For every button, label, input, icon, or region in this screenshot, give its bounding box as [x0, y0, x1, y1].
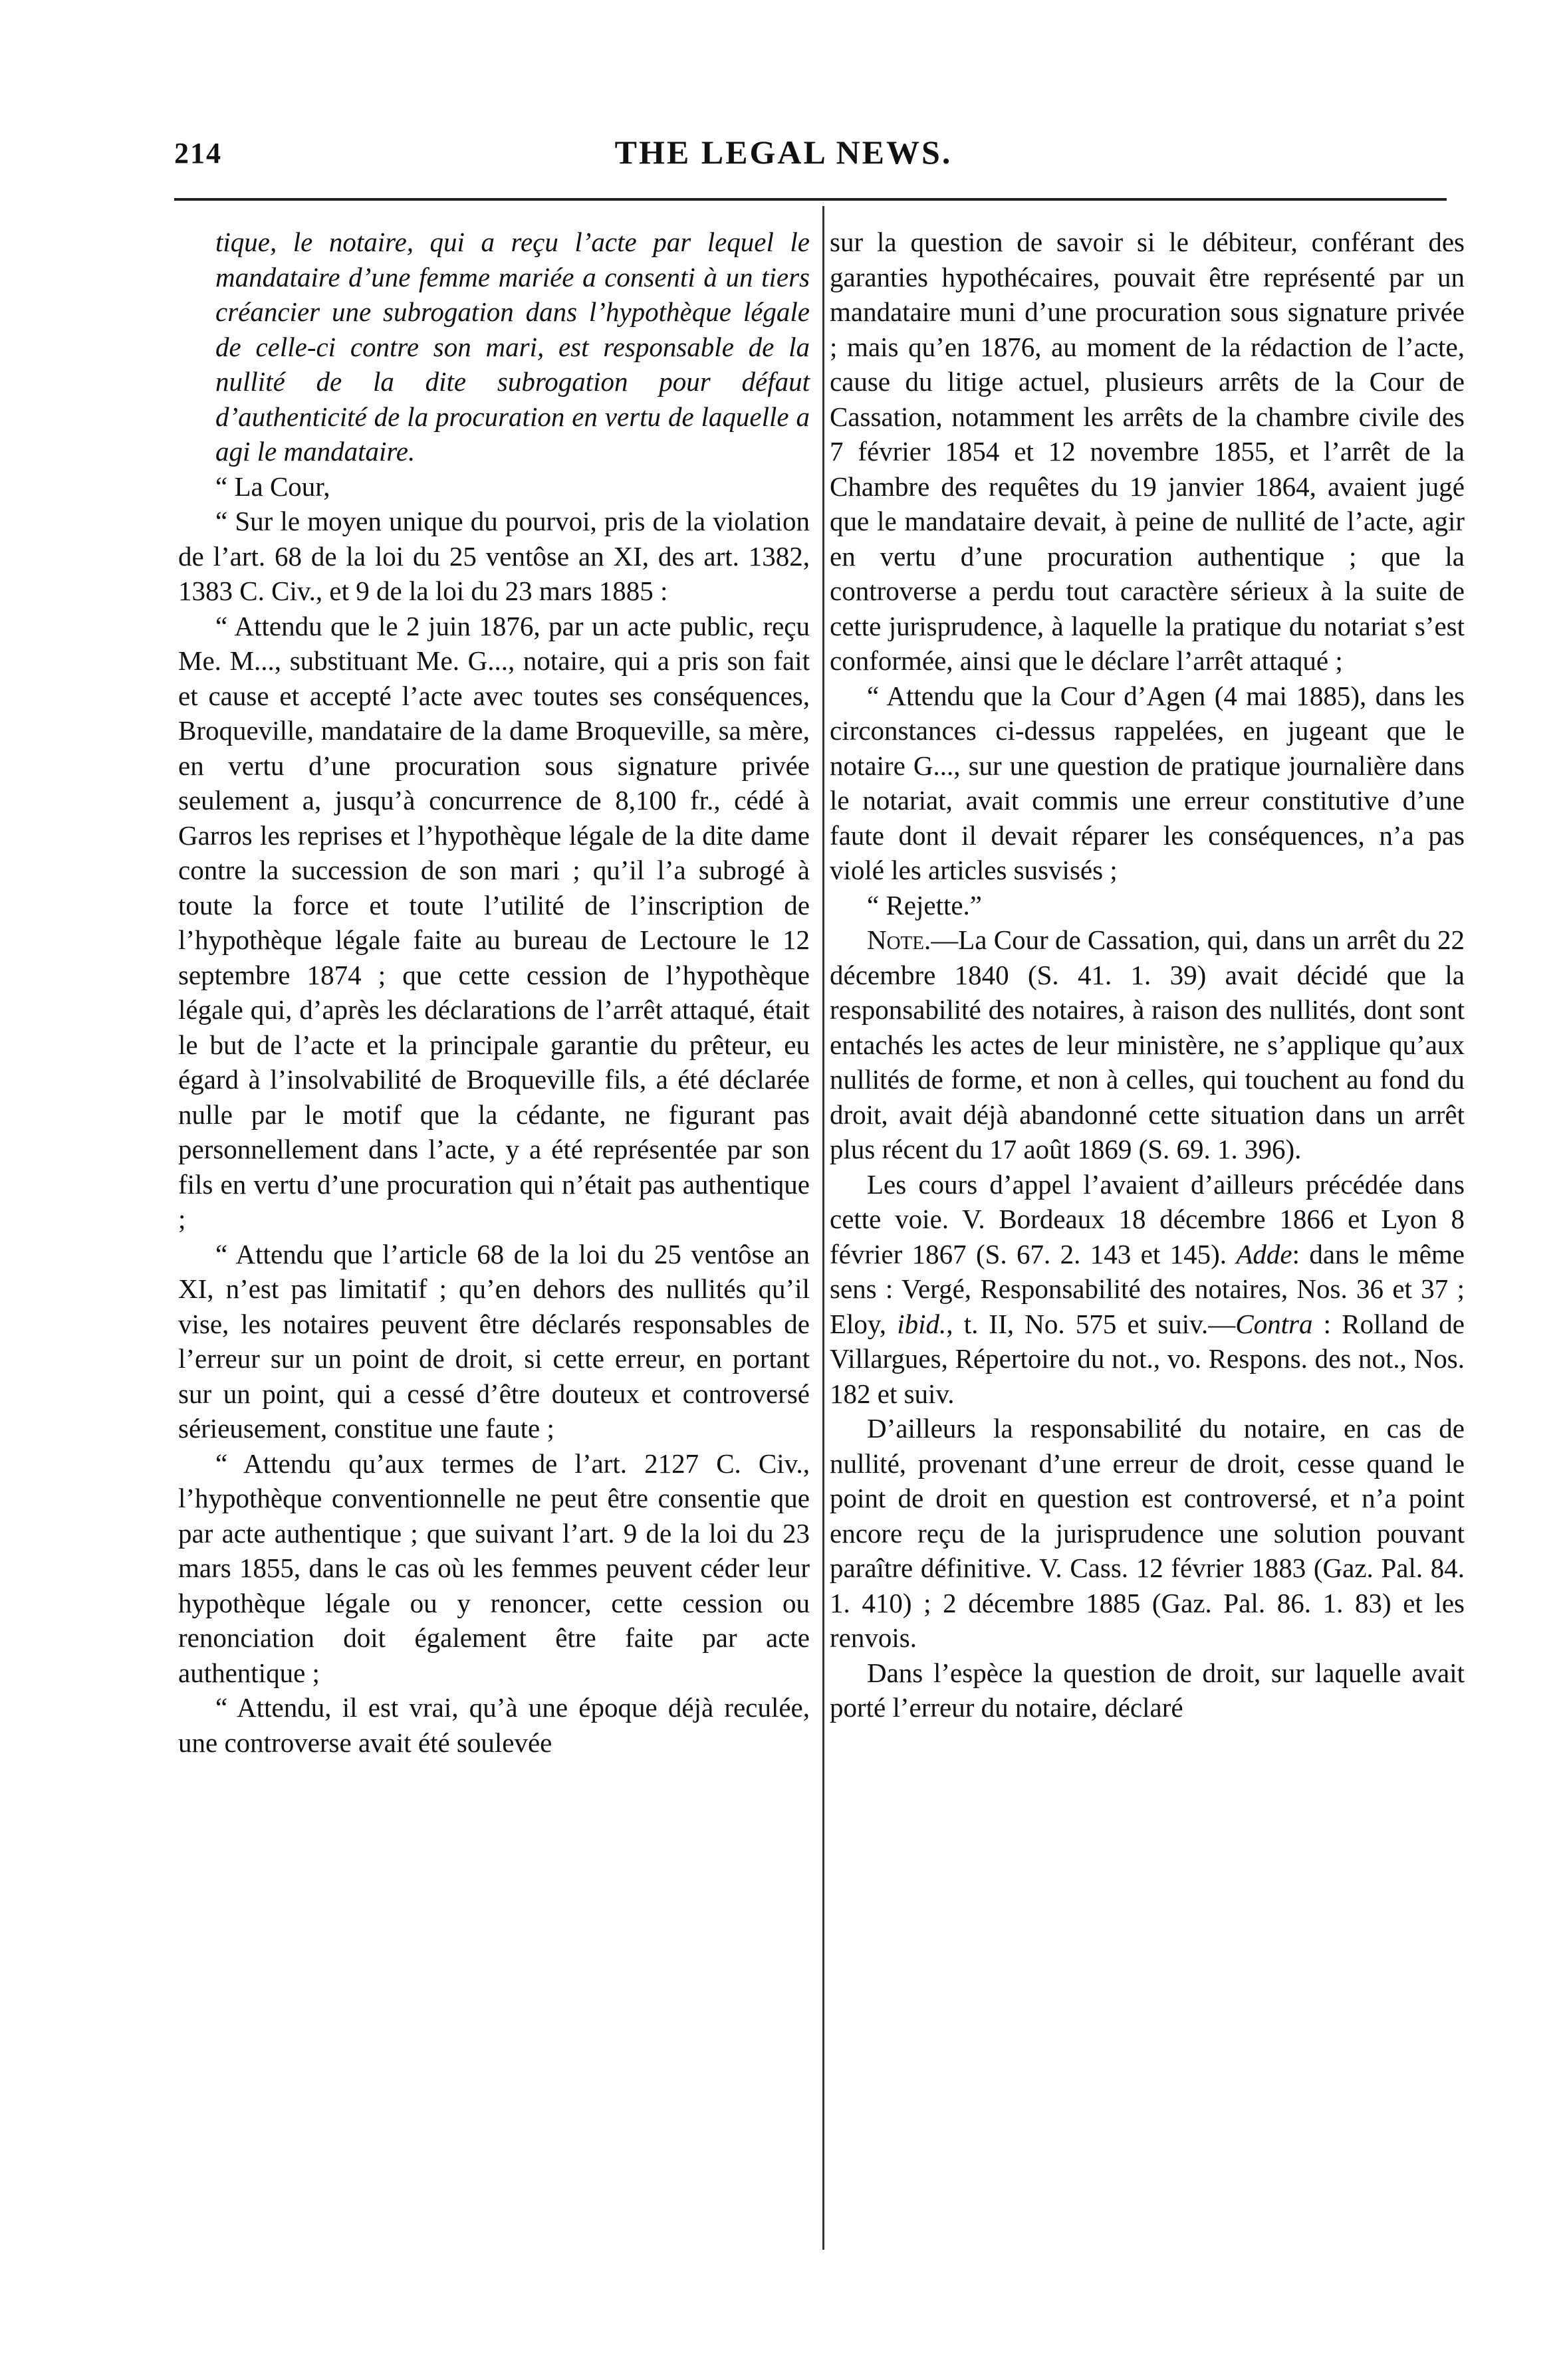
cours-text-2: : dans le même sens : Vergé, Responsabilité des notaires, Nos. 36 et 37 ; Eloy,	[830, 1238, 1465, 1339]
cours-ibid: ibid.	[897, 1308, 947, 1339]
case-summary: tique, le notaire, qui a reçu l’acte par lequel le mandataire d’une femme mariée a consenti à un tiers créancier une subrogation dans l’hypothèque légale de celle-ci contre son mari, est responsable de la nullité de la dite subrogation pour défaut d’authenticité de la procuration en vertu de laquelle a agi le mandataire.	[215, 227, 810, 467]
right-column	[830, 225, 1465, 1725]
paragraph-la-cour: “ La Cour,	[215, 471, 330, 502]
paragraph-attendu-agen: “ Attendu que la Cour d’Agen (4 mai 1885), dans les circonstances ci-dessus rappelées, en jugeant que le notaire G..., sur une question de pratique journalière dans le notariat, avait commis une erreur constitutive d’une faute dont il devait réparer les conséquences, n’a pas violé les articles susvisés ;	[830, 680, 1465, 885]
running-head-title: THE LEGAL NEWS.	[614, 134, 953, 171]
note-text: —La Cour de Cassation, qui, dans un arrêt du 22 décembre 1840 (S. 41. 1. 39) avait décidé que la responsabilité des notaires, à raison des nullités, dont sont entachés les actes de leur ministère, ne s’applique qu’aux nullités de forme, et non à celles, qui touchent au fond du droit, avait déjà abandonné cette situation dans un arrêt plus récent du 17 août 1869 (S. 69. 1. 396).	[830, 924, 1465, 1164]
paragraph-espece: Dans l’espèce la question de droit, sur laquelle avait porté l’erreur du notaire, déclaré	[830, 1657, 1465, 1723]
cours-text-3: , t. II, No. 575 et suiv.—	[946, 1308, 1236, 1339]
paragraph-note	[830, 922, 1465, 1167]
cours-adde: Adde	[1236, 1238, 1292, 1269]
paragraph-dailleurs: D’ailleurs la responsabilité du notaire, en cas de nullité, provenant d’une erreur de droit, cesse quand le point de droit en question est controversé, et n’a point encore reçu de la jurisprudence une solution pouvant paraître définitive. V. Cass. 12 février 1883 (Gaz. Pal. 84. 1. 410) ; 2 décembre 1885 (Gaz. Pal. 86. 1. 83) et les renvois.	[830, 1413, 1465, 1653]
note-label: Note.	[867, 924, 931, 955]
paragraph-continuation: sur la question de savoir si le débiteur, conférant des garanties hypothécaires, pouvait être représenté par un mandataire muni d’une procuration sous signature privée ; mais qu’en 1876, au moment de la rédaction de l’acte, cause du litige actuel, plusieurs arrêts de la Cour de Cassation, notamment les arrêts de la chambre civile des 7 février 1854 et 12 novembre 1855, et l’arrêt de la Chambre des requêtes du 19 janvier 1864, avaient jugé que le mandataire devait, à peine de nullité de l’acte, agir en vertu d’une procuration authentique ; que la controverse a perdu tout caractère sérieux à la suite de cette jurisprudence, à laquelle la pratique du notariat s’est conformée, ainsi que le déclare l’arrêt attaqué ;	[830, 227, 1465, 676]
cours-text-1: Les cours d’appel l’avaient d’ailleurs précédée dans cette voie. V. Bordeaux 18 décembre 1866 et Lyon 8 février 1867 (S. 67. 2. 143 et 145).	[830, 1168, 1465, 1269]
column-divider	[822, 206, 824, 2250]
header-rule	[174, 198, 1447, 201]
paragraph-attendu-1: “ Attendu que le 2 juin 1876, par un acte public, reçu Me. M..., substituant Me. G..., notaire, qui a pris son fait et cause et accepté l’acte avec toutes ses conséquences, Broqueville, mandataire de la dame Broqueville, sa mère, en vertu d’une procuration sous signature privée seulement a, jusqu’à concurrence de 8,100 fr., cédé à Garros les reprises et l’hypothèque légale de la dite dame contre la succession de son mari ; qu’il l’a subrogé à toute la force et toute l’utilité de l’inscription de l’hypothèque légale faite au bureau de Lectoure le 12 septembre 1874 ; que cette cession de l’hypothèque légale qui, d’après les déclarations de l’arrêt attaqué, était le but de l’acte et la principale garantie du prêteur, eu égard à l’insolvabilité de Broqueville fils, a été déclarée nulle par le motif que la cédante, ne figurant pas personnellement dans l’acte, y a été représentée par son fils en vertu d’une procuration qui n’était pas authentique ;	[178, 610, 810, 1234]
paragraph-attendu-2: “ Attendu que l’article 68 de la loi du 25 ventôse an XI, n’est pas limitatif ; qu’en dehors des nullités qu’il vise, les notaires peuvent être déclarés responsables de l’erreur sur un point de droit, si cette erreur, en portant sur un point, qui a cessé d’être douteux et controversé sérieusement, constitue une faute ;	[178, 1238, 810, 1444]
paragraph-rejette: “ Rejette.”	[867, 889, 983, 920]
cours-contra: Contra	[1235, 1308, 1313, 1339]
paragraph-attendu-4: “ Attendu, il est vrai, qu’à une époque déjà reculée, une controverse avait été soulevée	[178, 1692, 810, 1758]
paragraph-moyen: “ Sur le moyen unique du pourvoi, pris de la violation de l’art. 68 de la loi du 25 ventôse an XI, des art. 1382, 1383 C. Civ., et 9 de la loi du 23 mars 1885 :	[178, 506, 810, 606]
paragraph-cours-appel	[830, 1167, 1465, 1412]
paragraph-attendu-3: “ Attendu qu’aux termes de l’art. 2127 C. Civ., l’hypothèque conventionnelle ne peut être consentie que par acte authentique ; que suivant l’art. 9 de la loi du 23 mars 1855, dans le cas où les femmes peuvent céder leur hypothèque légale ou y renoncer, cette cession ou renonciation doit également être faite par acte authentique ;	[178, 1448, 810, 1688]
cours-text-4: : Rolland de Villargues, Répertoire du not., vo. Respons. des not., Nos. 182 et suiv.	[830, 1308, 1465, 1409]
left-column	[178, 225, 810, 1760]
page-number: 214	[174, 137, 222, 169]
